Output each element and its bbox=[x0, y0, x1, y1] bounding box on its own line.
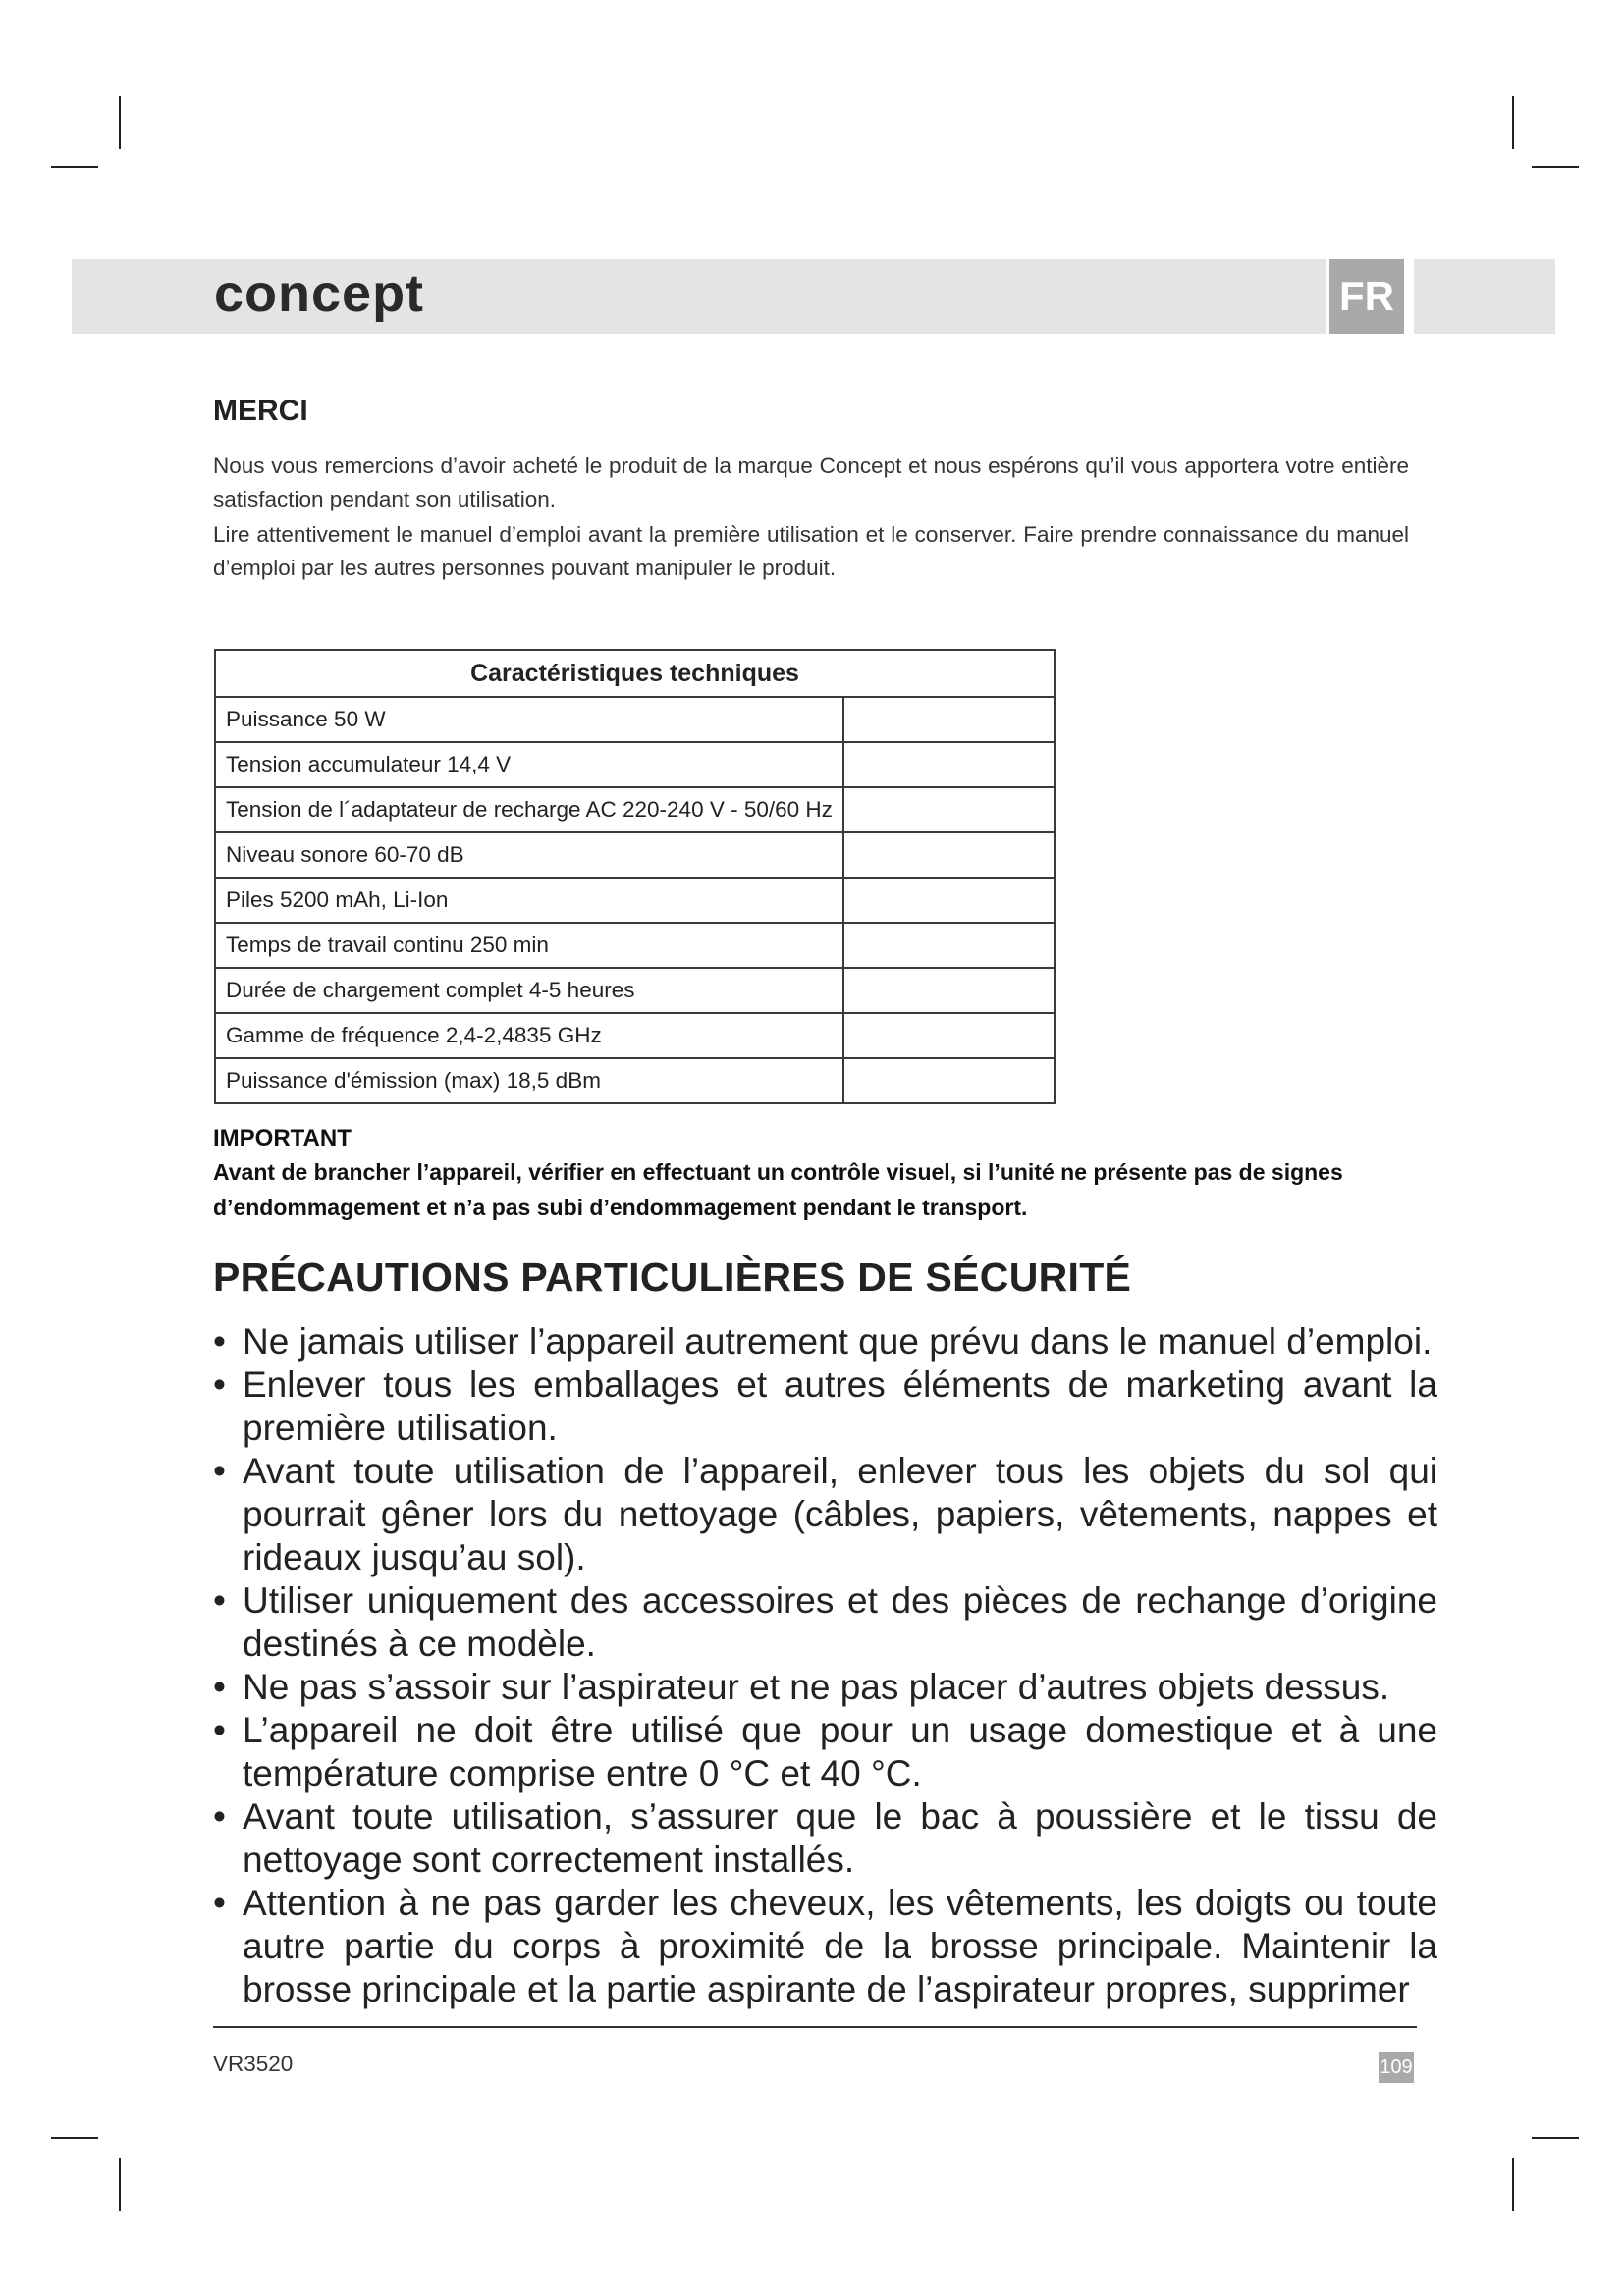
safety-heading: PRÉCAUTIONS PARTICULIÈRES DE SÉCURITÉ bbox=[213, 1255, 1132, 1300]
crop-mark-bottom-left-h bbox=[51, 2137, 98, 2139]
header-band-tail bbox=[1414, 259, 1555, 334]
table-row bbox=[215, 968, 1055, 1013]
footer-rule bbox=[213, 2026, 1417, 2028]
safety-list bbox=[213, 1320, 1437, 2011]
crop-mark-top-left bbox=[119, 96, 121, 149]
list-item: • Utiliser uniquement des accessoires et des pièces de rechange d’origine destinés à ce modèle. bbox=[213, 1579, 1437, 1666]
brand-logo: concept bbox=[214, 264, 425, 323]
list-item: • Ne pas s’assoir sur l’aspirateur et ne pas placer d’autres objets dessus. bbox=[213, 1666, 1437, 1709]
merci-paragraph-1: Nous vous remercions d’avoir acheté le produit de la marque Concept et nous espérons qu’il vous apportera votre entière satisfaction pendant son utilisation. bbox=[213, 454, 1409, 511]
list-item: • Avant toute utilisation de l’appareil, enlever tous les objets du sol qui pourrait gêner lors du nettoyage (câbles, papiers, vêtements, nappes et rideaux jusqu’au sol). bbox=[213, 1450, 1437, 1579]
table-row bbox=[215, 1058, 1055, 1103]
spec-cell: Durée de chargement complet 4-5 heures bbox=[215, 968, 843, 1013]
table-row bbox=[215, 878, 1055, 923]
spec-cell: Gamme de fréquence 2,4-2,4835 GHz bbox=[215, 1013, 843, 1058]
crop-mark-top-right bbox=[1512, 96, 1514, 149]
table-row bbox=[215, 923, 1055, 968]
model-number: VR3520 bbox=[213, 2052, 294, 2076]
important-text: Avant de brancher l’appareil, vérifier en effectuant un contrôle visuel, si l’unité ne présente pas de signes d’endommagement et n’a pas subi d’endommagement pendant le transport. bbox=[213, 1159, 1343, 1220]
spec-cell: Piles 5200 mAh, Li-Ion bbox=[215, 878, 843, 923]
crop-mark-top-left-h bbox=[51, 166, 98, 168]
list-item: • Avant toute utilisation, s’assurer que le bac à poussière et le tissu de nettoyage sont correctement installés. bbox=[213, 1795, 1437, 1882]
page-number: 109 bbox=[1379, 2052, 1414, 2083]
spec-cell: Puissance d'émission (max) 18,5 dBm bbox=[215, 1058, 843, 1103]
list-item: • Attention à ne pas garder les cheveux, les vêtements, les doigts ou toute autre partie du corps à proximité de la brosse principale. Maintenir la brosse principale et la partie aspirante de l’aspirateur propres, supprimer bbox=[213, 1882, 1437, 2011]
spec-cell: Niveau sonore 60-70 dB bbox=[215, 832, 843, 878]
list-item: • Ne jamais utiliser l’appareil autrement que prévu dans le manuel d’emploi. bbox=[213, 1320, 1437, 1363]
merci-heading: MERCI bbox=[213, 395, 308, 427]
spec-cell: Tension accumulateur 14,4 V bbox=[215, 742, 843, 787]
crop-mark-bottom-left bbox=[119, 2158, 121, 2211]
crop-mark-top-right-h bbox=[1532, 166, 1579, 168]
spec-cell: Puissance 50 W bbox=[215, 697, 843, 742]
merci-paragraph-2: Lire attentivement le manuel d’emploi avant la première utilisation et le conserver. Faire prendre connaissance du manuel d’emploi par les autres personnes pouvant manipuler le produit. bbox=[213, 522, 1409, 580]
table-row bbox=[215, 1013, 1055, 1058]
crop-mark-bottom-right bbox=[1512, 2158, 1514, 2211]
language-badge: FR bbox=[1329, 259, 1404, 334]
important-heading: IMPORTANT bbox=[213, 1125, 352, 1151]
table-row bbox=[215, 787, 1055, 832]
spec-table-title: Caractéristiques techniques bbox=[215, 650, 1055, 697]
spec-cell: Tension de l´adaptateur de recharge AC 220-240 V - 50/60 Hz bbox=[215, 787, 843, 832]
crop-mark-bottom-right-h bbox=[1532, 2137, 1579, 2139]
table-row bbox=[215, 742, 1055, 787]
table-row bbox=[215, 832, 1055, 878]
spec-table bbox=[214, 649, 1056, 1104]
spec-cell: Temps de travail continu 250 min bbox=[215, 923, 843, 968]
table-row bbox=[215, 697, 1055, 742]
list-item: • L’appareil ne doit être utilisé que pour un usage domestique et à une température comprise entre 0 °C et 40 °C. bbox=[213, 1709, 1437, 1795]
list-item: • Enlever tous les emballages et autres éléments de marketing avant la première utilisation. bbox=[213, 1363, 1437, 1450]
